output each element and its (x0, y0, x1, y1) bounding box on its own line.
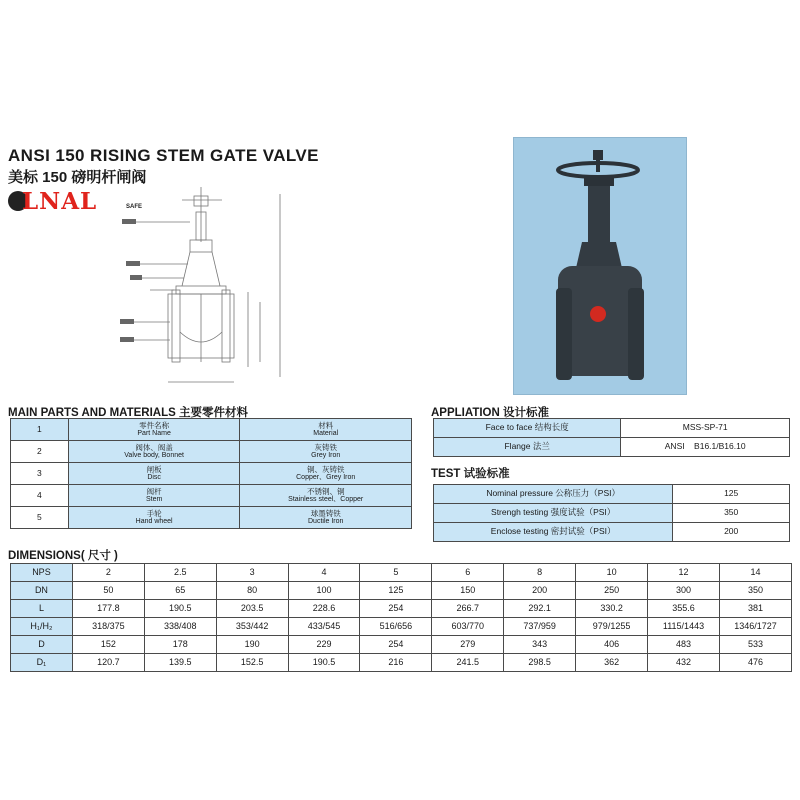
part-number: 4 (11, 485, 69, 507)
dimension-cell: 4 (288, 564, 360, 582)
dimension-cell: 533 (719, 636, 791, 654)
dimension-cell: 353/442 (216, 618, 288, 636)
dimension-cell: 190.5 (144, 600, 216, 618)
part-number: 3 (11, 463, 69, 485)
dimension-cell: 298.5 (504, 654, 576, 672)
dimension-label: D (11, 636, 73, 654)
application-value: MSS-SP-71 (621, 419, 790, 438)
page-title: ANSI 150 RISING STEM GATE VALVE (8, 146, 319, 165)
gate-valve-image (514, 138, 686, 394)
material-cell: 球墨铸铁 Ductile Iron (240, 507, 412, 529)
dimension-label: NPS (11, 564, 73, 582)
dimension-cell: 362 (576, 654, 648, 672)
dimension-cell: 292.1 (504, 600, 576, 618)
valve-technical-drawing (110, 182, 300, 394)
material-cell: 不锈钢、铜 Stainless steel、Copper (240, 485, 412, 507)
dimension-cell: 350 (719, 582, 791, 600)
table-row (11, 485, 412, 507)
dimension-cell: 483 (648, 636, 720, 654)
page-title-cn: 美标 150 磅明杆闸阀 (8, 169, 147, 186)
dimension-cell: 476 (719, 654, 791, 672)
dimension-label: D₁ (11, 654, 73, 672)
dimension-cell: 10 (576, 564, 648, 582)
material-cell: 灰铸铁 Grey Iron (240, 441, 412, 463)
dimension-cell: 432 (648, 654, 720, 672)
part-name-cell: 零件名称 Part Name (68, 419, 240, 441)
dimension-cell: 200 (504, 582, 576, 600)
application-table (433, 418, 790, 457)
dimension-cell: 120.7 (72, 654, 144, 672)
dimension-cell: 50 (72, 582, 144, 600)
dimension-cell: 433/545 (288, 618, 360, 636)
dimension-cell: 266.7 (432, 600, 504, 618)
dimension-label: L (11, 600, 73, 618)
material-cell: 铜、灰铸铁 Copper、Grey Iron (240, 463, 412, 485)
dimension-cell: 338/408 (144, 618, 216, 636)
application-value: ANSI B16.1/B16.10 (621, 438, 790, 457)
dimension-cell: 80 (216, 582, 288, 600)
dimension-label: H₁/H₂ (11, 618, 73, 636)
dimension-cell: 603/770 (432, 618, 504, 636)
test-table (433, 484, 790, 542)
application-label: Face to face 结构长度 (434, 419, 621, 438)
table-row (11, 441, 412, 463)
valve-product-photo (513, 137, 687, 395)
dimension-cell: 190.5 (288, 654, 360, 672)
test-value: 125 (673, 485, 790, 504)
test-label: Nominal pressure 公称压力（PSI） (434, 485, 673, 504)
test-label: Enclose testing 密封试验（PSI） (434, 523, 673, 542)
dimension-cell: 177.8 (72, 600, 144, 618)
part-number: 1 (11, 419, 69, 441)
table-row (11, 636, 792, 654)
dimension-cell: 8 (504, 564, 576, 582)
dimension-cell: 14 (719, 564, 791, 582)
test-value: 200 (673, 523, 790, 542)
dimension-cell: 355.6 (648, 600, 720, 618)
dimension-cell: 5 (360, 564, 432, 582)
test-heading: TEST 试验标准 (431, 468, 510, 480)
dimension-cell: 100 (288, 582, 360, 600)
dimension-cell: 65 (144, 582, 216, 600)
dimension-cell: 216 (360, 654, 432, 672)
main-parts-table (10, 418, 412, 529)
dimension-cell: 737/959 (504, 618, 576, 636)
dimension-cell: 178 (144, 636, 216, 654)
dimension-cell: 228.6 (288, 600, 360, 618)
dimension-cell: 300 (648, 582, 720, 600)
table-row (11, 463, 412, 485)
part-number: 5 (11, 507, 69, 529)
dimension-cell: 254 (360, 600, 432, 618)
table-row (11, 618, 792, 636)
dimension-cell: 343 (504, 636, 576, 654)
dimension-cell: 203.5 (216, 600, 288, 618)
logo-text: LNAL (22, 188, 98, 215)
dimension-cell: 381 (719, 600, 791, 618)
dimension-cell: 330.2 (576, 600, 648, 618)
dimension-cell: 125 (360, 582, 432, 600)
table-row (434, 419, 790, 438)
dimension-cell: 1115/1443 (648, 618, 720, 636)
dimension-cell: 12 (648, 564, 720, 582)
table-row (434, 504, 790, 523)
test-label: Strengh testing 强度试验（PSI） (434, 504, 673, 523)
dimensions-heading: DIMENSIONS( 尺寸 ) (8, 550, 118, 562)
dimension-cell: 6 (432, 564, 504, 582)
material-cell: 材料 Material (240, 419, 412, 441)
dimension-cell: 152 (72, 636, 144, 654)
dimension-cell: 229 (288, 636, 360, 654)
dimension-cell: 254 (360, 636, 432, 654)
part-number: 2 (11, 441, 69, 463)
dimension-cell: 406 (576, 636, 648, 654)
dimension-cell: 241.5 (432, 654, 504, 672)
dimension-cell: 2 (72, 564, 144, 582)
part-name-cell: 阀杆 Stem (68, 485, 240, 507)
test-value: 350 (673, 504, 790, 523)
dimension-cell: 1346/1727 (719, 618, 791, 636)
logo-subtext: SAFE (126, 204, 143, 210)
table-row (434, 438, 790, 457)
dimension-cell: 250 (576, 582, 648, 600)
table-row (11, 582, 792, 600)
table-row (11, 564, 792, 582)
dimension-cell: 150 (432, 582, 504, 600)
part-name-cell: 闸板 Disc (68, 463, 240, 485)
dimension-cell: 979/1255 (576, 618, 648, 636)
dimension-cell: 279 (432, 636, 504, 654)
table-row (434, 523, 790, 542)
table-row (11, 654, 792, 672)
table-row (11, 600, 792, 618)
part-name-cell: 阀体、阀盖 Valve body, Bonnet (68, 441, 240, 463)
dimension-cell: 139.5 (144, 654, 216, 672)
table-row (434, 485, 790, 504)
table-row (11, 507, 412, 529)
part-name-cell: 手轮 Hand wheel (68, 507, 240, 529)
application-heading: APPLIATION 设计标准 (431, 407, 549, 419)
dimension-cell: 190 (216, 636, 288, 654)
dimension-cell: 318/375 (72, 618, 144, 636)
dimension-cell: 516/656 (360, 618, 432, 636)
dimension-cell: 3 (216, 564, 288, 582)
dimension-cell: 152.5 (216, 654, 288, 672)
dimension-cell: 2.5 (144, 564, 216, 582)
table-row (11, 419, 412, 441)
dimension-label: DN (11, 582, 73, 600)
dimensions-table (10, 563, 792, 672)
main-parts-heading: MAIN PARTS AND MATERIALS 主要零件材料 (8, 407, 248, 419)
application-label: Flange 法兰 (434, 438, 621, 457)
